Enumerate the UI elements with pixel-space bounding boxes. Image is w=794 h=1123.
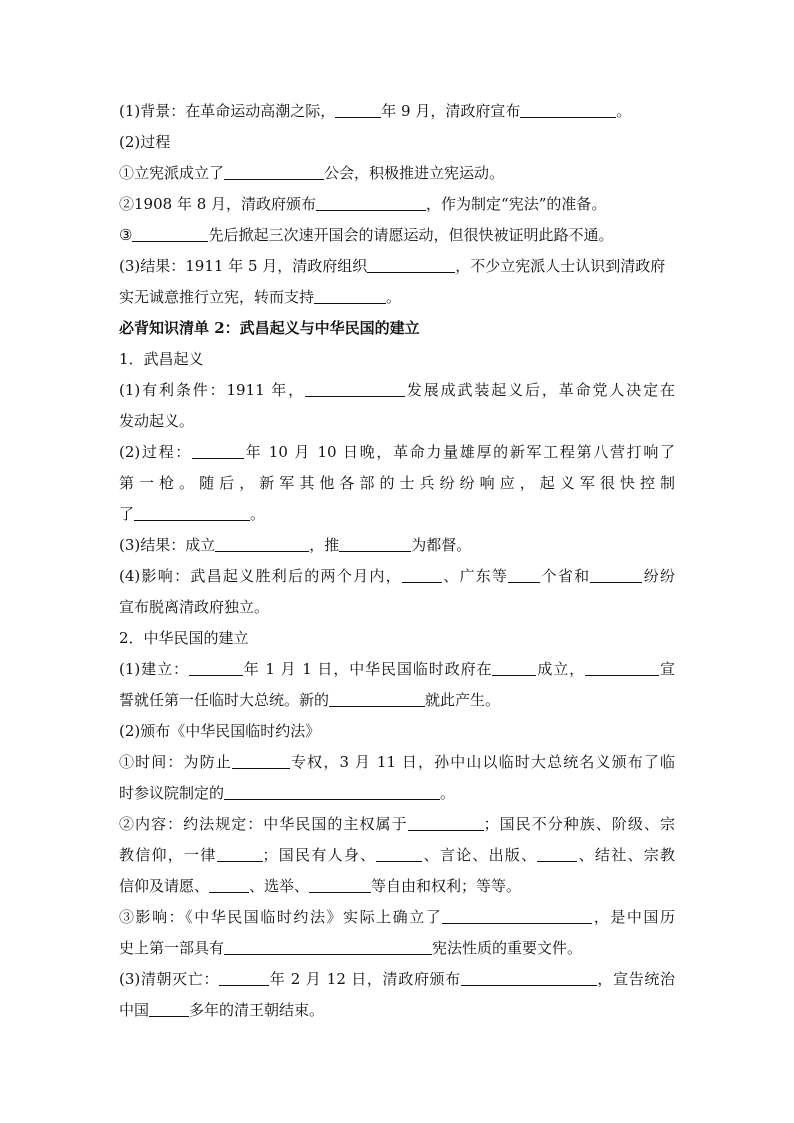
fill-in-blank <box>408 814 484 831</box>
fill-in-blank <box>232 752 290 769</box>
text-line <box>119 871 675 902</box>
text-segment: ，作为制定“宪法”的准备。 <box>426 195 607 213</box>
text-line <box>119 96 675 127</box>
text-segment: 年 1 月 1 日，中华民国临时政府在 <box>242 660 493 678</box>
fill-in-blank <box>215 535 309 552</box>
text-line <box>119 964 675 995</box>
text-line <box>119 747 675 778</box>
text-segment: 年 9 月，清政府宣布 <box>381 102 521 120</box>
fill-in-blank <box>376 845 422 862</box>
text-segment: (1)建立： <box>119 660 189 678</box>
text-line <box>119 375 675 406</box>
fill-in-blank <box>314 287 386 304</box>
text-segment: 必背知识清单 2：武昌起义与中华民国的建立 <box>119 319 420 337</box>
fill-in-blank <box>192 442 244 459</box>
text-line <box>119 623 675 654</box>
text-line <box>119 995 675 1026</box>
text-segment: (2)过程 <box>119 133 171 151</box>
fill-in-blank <box>149 1000 189 1017</box>
fill-in-blank <box>224 783 440 800</box>
fill-in-blank <box>508 566 540 583</box>
text-line <box>119 530 675 561</box>
fill-in-blank <box>339 535 411 552</box>
text-segment: 。 <box>616 102 632 120</box>
text-segment: (2)过程： <box>119 443 192 461</box>
text-segment: 成立， <box>536 660 586 678</box>
text-segment: ；国民不分种族、阶级、宗 <box>483 815 675 833</box>
fill-in-blank <box>590 566 642 583</box>
text-line <box>119 716 675 747</box>
text-line <box>119 902 675 933</box>
text-line <box>119 654 675 685</box>
fill-in-blank <box>217 845 263 862</box>
text-segment: 实无诚意推行立宪，转而支持 <box>119 288 315 306</box>
text-segment: 1．武昌起义 <box>119 350 204 368</box>
text-segment: 先后掀起三次速开国会的请愿运动，但很快被证明此路不通。 <box>208 226 614 244</box>
text-segment: 2．中华民国的建立 <box>119 629 249 647</box>
text-segment: 誓就任第一任临时大总统。新的 <box>119 691 330 709</box>
text-segment: 、广东等 <box>441 567 509 585</box>
text-segment: ；国民有人身、 <box>262 846 377 864</box>
text-segment: (3)清朝灭亡： <box>119 970 220 988</box>
text-segment: ②内容：约法规定：中华民国的主权属于 <box>119 815 408 833</box>
text-segment: 年 2 月 12 日，清政府颁布 <box>269 970 461 988</box>
text-line <box>119 406 675 437</box>
text-line <box>119 127 675 158</box>
text-segment: ③影响：《中华民国临时约法》实际上确立了 <box>119 908 443 926</box>
text-segment: 、选举、 <box>249 877 310 895</box>
text-segment: 。 <box>440 784 456 802</box>
text-segment: ②1908 年 8 月，清政府颁布 <box>119 195 317 213</box>
text-segment: 教信仰，一律 <box>119 846 217 864</box>
text-line <box>119 809 675 840</box>
fill-in-blank <box>537 845 577 862</box>
text-segment: (3)结果：成立 <box>119 536 216 554</box>
fill-in-blank <box>585 659 659 676</box>
text-segment: ，不少立宪派人士认识到清政府 <box>455 257 666 275</box>
text-segment: 信仰及请愿、 <box>119 877 210 895</box>
text-segment: 为都督。 <box>411 536 472 554</box>
fill-in-blank <box>492 659 536 676</box>
text-segment: ①时间：为防止 <box>119 753 232 771</box>
fill-in-blank <box>305 380 405 397</box>
text-line <box>119 840 675 871</box>
text-segment: (3)结果：1911 年 5 月，清政府组织 <box>119 257 368 275</box>
text-segment: 年 10 月 10 日晚，革命力量雄厚的新军工程第八营打响了 <box>243 443 675 461</box>
fill-in-blank <box>309 876 371 893</box>
document-page <box>119 96 675 1026</box>
text-line <box>119 158 675 189</box>
text-line <box>119 282 675 313</box>
text-line <box>119 933 675 964</box>
text-segment: 纷纷 <box>642 567 675 585</box>
text-segment: ，推 <box>309 536 340 554</box>
fill-in-blank <box>520 101 616 118</box>
text-segment: 、言论、出版、 <box>422 846 538 864</box>
text-segment: 个省和 <box>540 567 591 585</box>
fill-in-blank <box>132 225 208 242</box>
text-segment: (1)有利条件：1911 年， <box>119 381 306 399</box>
section-heading <box>119 313 675 344</box>
text-line <box>119 592 675 623</box>
text-segment: 了 <box>119 505 135 523</box>
text-segment: 中国 <box>119 1001 150 1019</box>
text-line <box>119 499 675 530</box>
text-segment: 就此产生。 <box>425 691 501 709</box>
text-line <box>119 468 675 499</box>
text-line <box>119 685 675 716</box>
text-segment: (2)颁布《中华民国临时约法》 <box>119 722 321 740</box>
text-segment: ③ <box>119 226 133 244</box>
fill-in-blank <box>461 969 597 986</box>
fill-in-blank <box>402 566 442 583</box>
fill-in-blank <box>329 690 425 707</box>
text-segment: 史上第一部具有 <box>119 939 225 957</box>
text-segment: 发展成武装起义后，革命党人决定在 <box>405 381 675 399</box>
text-segment: 第一枪。随后，新军其他各部的士兵纷纷响应，起义军很快控制 <box>119 474 675 492</box>
text-segment: (4)影响：武昌起义胜利后的两个月内， <box>119 567 402 585</box>
text-segment: 公会，积极推进立宪运动。 <box>324 164 505 182</box>
text-line <box>119 437 675 468</box>
text-segment: 、结社、宗教 <box>577 846 675 864</box>
text-segment: (1)背景：在革命运动高潮之际， <box>119 102 336 120</box>
fill-in-blank <box>134 504 250 521</box>
fill-in-blank <box>316 194 426 211</box>
text-segment: 宣 <box>659 660 675 678</box>
text-segment: 多年的清王朝结束。 <box>189 1001 325 1019</box>
text-segment: 专权，3 月 11 日，孙中山以临时大总统名义颁布了临 <box>289 753 675 771</box>
fill-in-blank <box>224 938 432 955</box>
text-line <box>119 778 675 809</box>
text-line <box>119 561 675 592</box>
text-segment: 等自由和权利；等等。 <box>371 877 522 895</box>
text-segment: 宪法性质的重要文件。 <box>432 939 583 957</box>
fill-in-blank <box>335 101 381 118</box>
fill-in-blank <box>219 969 269 986</box>
text-line <box>119 251 675 282</box>
text-segment: 。 <box>386 288 402 306</box>
text-segment: 宣布脱离清政府独立。 <box>119 598 270 616</box>
fill-in-blank <box>189 659 243 676</box>
fill-in-blank <box>367 256 455 273</box>
text-line <box>119 344 675 375</box>
text-segment: 时参议院制定的 <box>119 784 225 802</box>
text-segment: ①立宪派成立了 <box>119 164 225 182</box>
text-segment: 发动起义。 <box>119 412 195 430</box>
text-segment: 。 <box>250 505 266 523</box>
text-segment: ，是中国历 <box>592 908 675 926</box>
text-line <box>119 220 675 251</box>
text-segment: ，宣告统治 <box>596 970 675 988</box>
fill-in-blank <box>209 876 249 893</box>
fill-in-blank <box>442 907 592 924</box>
text-line <box>119 189 675 220</box>
fill-in-blank <box>224 163 324 180</box>
